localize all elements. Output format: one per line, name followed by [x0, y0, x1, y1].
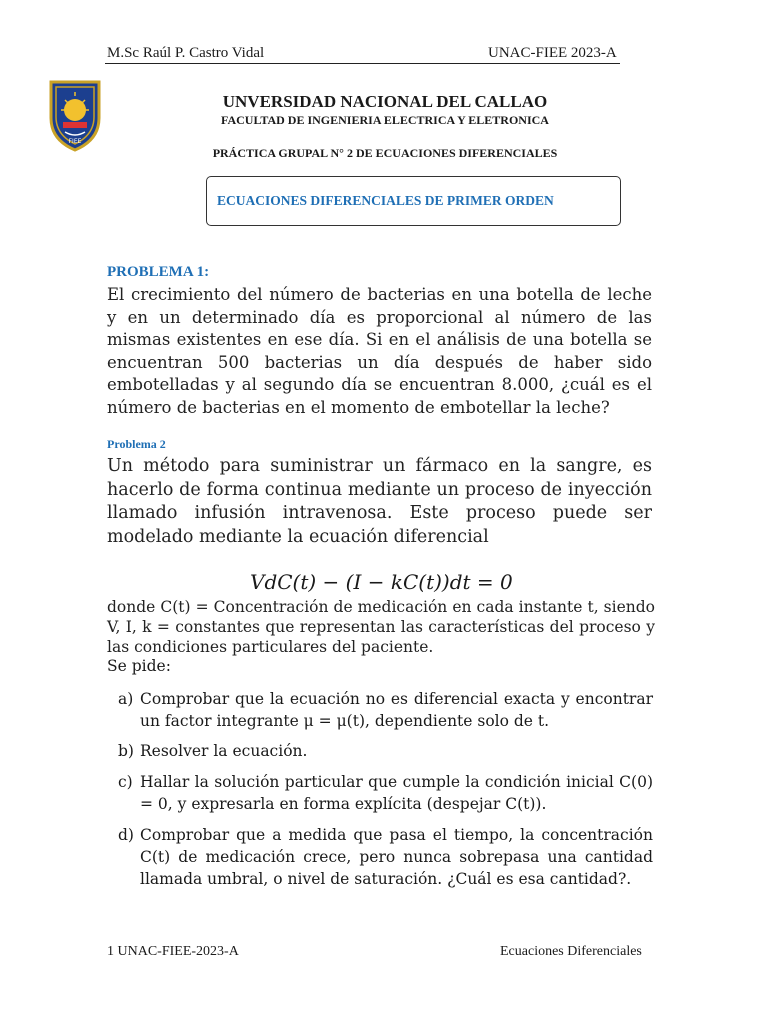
- task-text: Comprobar que la ecuación no es diferencial exacta y encontrar un factor integrante μ = μ(t), dependiente solo de t.: [140, 690, 653, 730]
- differential-equation: VdC(t) − (I − kC(t))dt = 0: [250, 570, 513, 594]
- task-item-a: [118, 688, 653, 732]
- task-item-c: [118, 771, 653, 815]
- problem1-text: El crecimiento del número de bacterias en una botella de leche y en un determinado día es proporcional al número de las mismas existentes en ese día. Si en el análisis de una botella se encuentran 500 bacterias un día después de haber sido embotelladas y al segundo día se encuentran 8.000, ¿cuál es el número de bacterias en el momento de embotellar la leche?: [107, 285, 652, 417]
- footer-course: Ecuaciones Diferenciales: [500, 944, 642, 959]
- university-name: UNVERSIDAD NACIONAL DEL CALLAO: [222, 92, 548, 111]
- task-label: c): [118, 773, 133, 791]
- task-text: Resolver la ecuación.: [140, 742, 308, 760]
- task-label: b): [118, 742, 134, 760]
- problem2-text: Un método para suministrar un fármaco en la sangre, es hacerlo de forma continua mediante un proceso de inyección llamado infusión intravenosa. Este proceso puede ser modelado mediante la ecuación diferencial: [107, 456, 652, 547]
- topic-box: [206, 176, 621, 226]
- practice-title: PRÁCTICA GRUPAL N° 2 DE ECUACIONES DIFERENCIALES: [212, 146, 558, 160]
- task-item-d: [118, 824, 653, 890]
- problem1-title: PROBLEMA 1:: [107, 264, 210, 280]
- task-text: Hallar la solución particular que cumple la condición inicial C(0) = 0, y expresarla en forma explícita (despejar C(t)).: [140, 773, 653, 813]
- task-label: d): [118, 826, 134, 844]
- faculty-name: FACULTAD DE INGENIERIA ELECTRICA Y ELETRONICA: [221, 113, 549, 127]
- university-seal-icon: [47, 78, 103, 154]
- header-code: UNAC-FIEE 2023-A: [488, 45, 617, 61]
- header-author: M.Sc Raúl P. Castro Vidal: [107, 45, 265, 61]
- header-divider: [105, 63, 620, 64]
- problem2-title: Problema 2: [107, 437, 166, 451]
- footer-page-code: 1 UNAC-FIEE-2023-A: [107, 944, 239, 959]
- task-intro: Se pide:: [107, 657, 171, 675]
- equation-definitions: donde C(t) = Concentración de medicación en cada instante t, siendo V, I, k = constantes que representan las características del proceso y las condiciones particulares del paciente.: [107, 598, 655, 656]
- topic-title: ECUACIONES DIFERENCIALES DE PRIMER ORDEN: [217, 193, 554, 208]
- svg-text:FIEE: FIEE: [68, 138, 82, 145]
- task-item-b: [118, 740, 653, 762]
- task-text: Comprobar que a medida que pasa el tiempo, la concentración C(t) de medicación crece, pero nunca sobrepasa una cantidad llamada umbral, o nivel de saturación. ¿Cuál es esa cantidad?.: [140, 826, 653, 888]
- task-label: a): [118, 690, 134, 708]
